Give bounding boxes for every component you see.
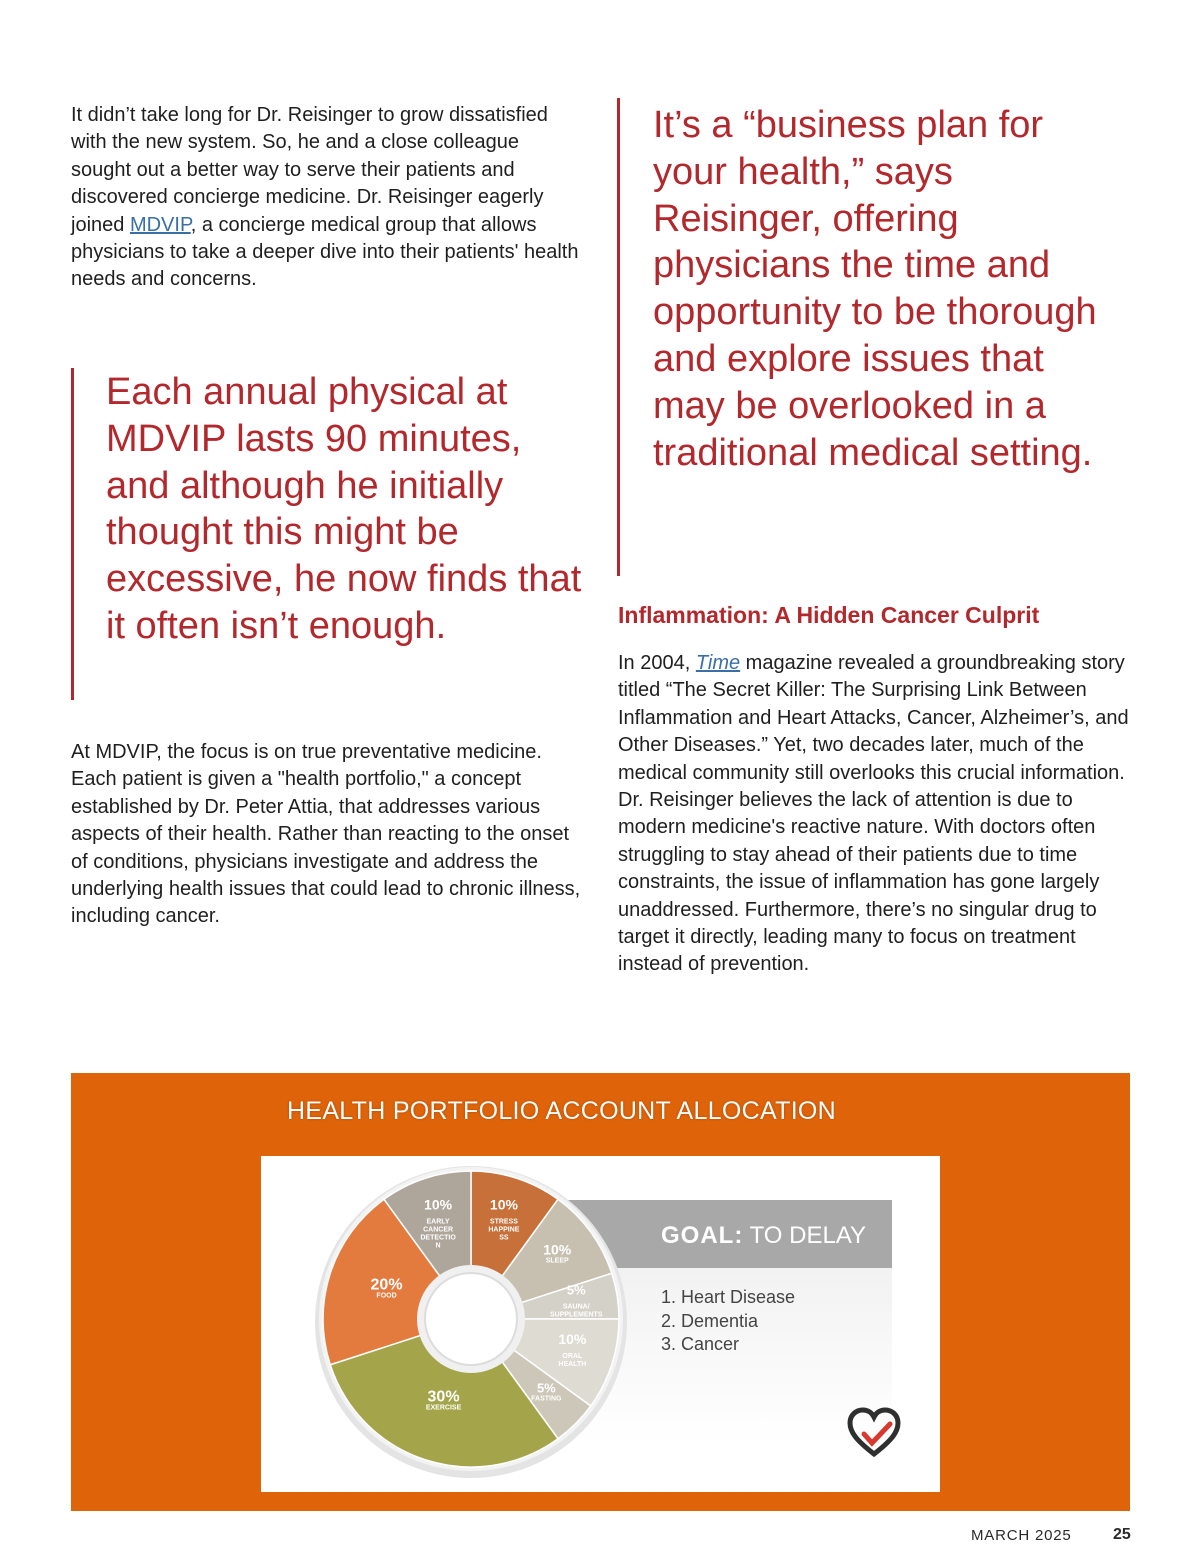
pull-quote-rule	[617, 98, 620, 576]
section-heading: Inflammation: A Hidden Cancer Culprit	[618, 602, 1040, 628]
pie-slice-label: SS	[499, 1234, 509, 1242]
pie-slice-label: EXERCISE	[425, 1404, 462, 1412]
goal-item: 2. Dementia	[661, 1310, 759, 1331]
pie-slice-label: FOOD	[376, 1292, 397, 1300]
goal-list	[661, 1286, 795, 1357]
pie-slice-percent: 5%	[566, 1282, 586, 1298]
pie-slice-label: FASTING	[531, 1395, 562, 1403]
pie-slice-percent: 10%	[558, 1330, 587, 1347]
pie-slice-label: DETECTIO	[420, 1234, 456, 1242]
pie-slice-label: SLEEP	[545, 1257, 569, 1265]
health-portfolio-paragraph: At MDVIP, the focus is on true preventative medicine. Each patient is given a "health portfolio," a concept established by Dr. Peter Attia, that addresses various aspects of their health. Rather than reacting to the onset of conditions, physicians investigate and address the underlying health issues that could lead to chronic illness, including cancer.	[71, 741, 581, 928]
pie-hole	[425, 1273, 517, 1365]
allocation-pie-chart	[261, 1156, 661, 1492]
infographic-title: HEALTH PORTFOLIO ACCOUNT ALLOCATION	[287, 1097, 837, 1125]
pie-slice-label: SAUNA/	[562, 1303, 590, 1311]
pie-slice-label: CANCER	[423, 1226, 454, 1234]
inflammation-paragraph: In 2004, Time magazine revealed a groundbreaking story titled “The Secret Killer: The Surprising Link Between Inflammation and Heart Attacks, Cancer, Alzheimer’s, and Other Diseases.” Yet, two decades later, much of the medical community still overlooks this crucial information. Dr. Reisinger believes the lack of attention is due to modern medicine's reactive nature. With doctors often struggling to stay ahead of their patients due to time constraints, the issue of inflammation has gone largely unaddressed. Furthermore, there’s no singular drug to target it directly, leading many to focus on treatment instead of prevention.	[618, 652, 1129, 976]
pie-slice-percent: 5%	[536, 1380, 556, 1396]
pie-slice-label: STRESS	[489, 1218, 518, 1226]
goal-item: 1. Heart Disease	[661, 1287, 796, 1307]
pie-slice-percent: 30%	[427, 1388, 460, 1406]
pie-slice-percent: 20%	[370, 1276, 403, 1294]
page-number: 25	[1113, 1526, 1131, 1543]
goal-heading: GOAL: TO DELAY	[661, 1222, 867, 1249]
health-portfolio-infographic	[71, 1073, 1130, 1511]
issue-date: MARCH 2025	[971, 1527, 1072, 1544]
pull-quote-rule	[71, 368, 74, 700]
pie-slice-label: ORAL	[562, 1352, 583, 1360]
pie-slice-label: N	[435, 1242, 441, 1250]
pie-slice-percent: 10%	[489, 1196, 518, 1213]
heart-check-icon	[846, 1406, 902, 1460]
mdvip-link[interactable]: MDVIP	[129, 213, 191, 236]
pie-slice-percent: 10%	[424, 1196, 453, 1213]
pull-quote-right: It’s a “business plan for your health,” says Reisinger, offering physicians the time and opportunity to be thorough and explore issues that may be overlooked in a traditional medical setting.	[653, 104, 1097, 474]
pie-slice-label: EARLY	[426, 1218, 450, 1226]
pie-slice-percent: 10%	[543, 1241, 572, 1258]
intro-paragraph: It didn’t take long for Dr. Reisinger to grow dissatisfied with the new system. So, he and a close colleague sought out a better way to serve their patients and discovered concierge medicine. Dr. Reisinger eagerly joined MDVIP, a concierge medical group that allows physicians to take a deeper dive into their patients' health needs and concerns.	[71, 104, 579, 291]
pie-slice-label: HAPPINE	[488, 1226, 520, 1234]
pull-quote-left: Each annual physical at MDVIP lasts 90 minutes, and although he initially thought this might be excessive, he now finds that it often isn’t enough.	[106, 371, 582, 647]
pie-slice-label: HEALTH	[558, 1360, 587, 1368]
time-magazine-link[interactable]: Time	[695, 652, 741, 674]
infographic-panel	[261, 1156, 940, 1492]
goal-item: 3. Cancer	[661, 1334, 740, 1354]
pie-slice-label: SUPPLEMENTS	[549, 1311, 603, 1319]
